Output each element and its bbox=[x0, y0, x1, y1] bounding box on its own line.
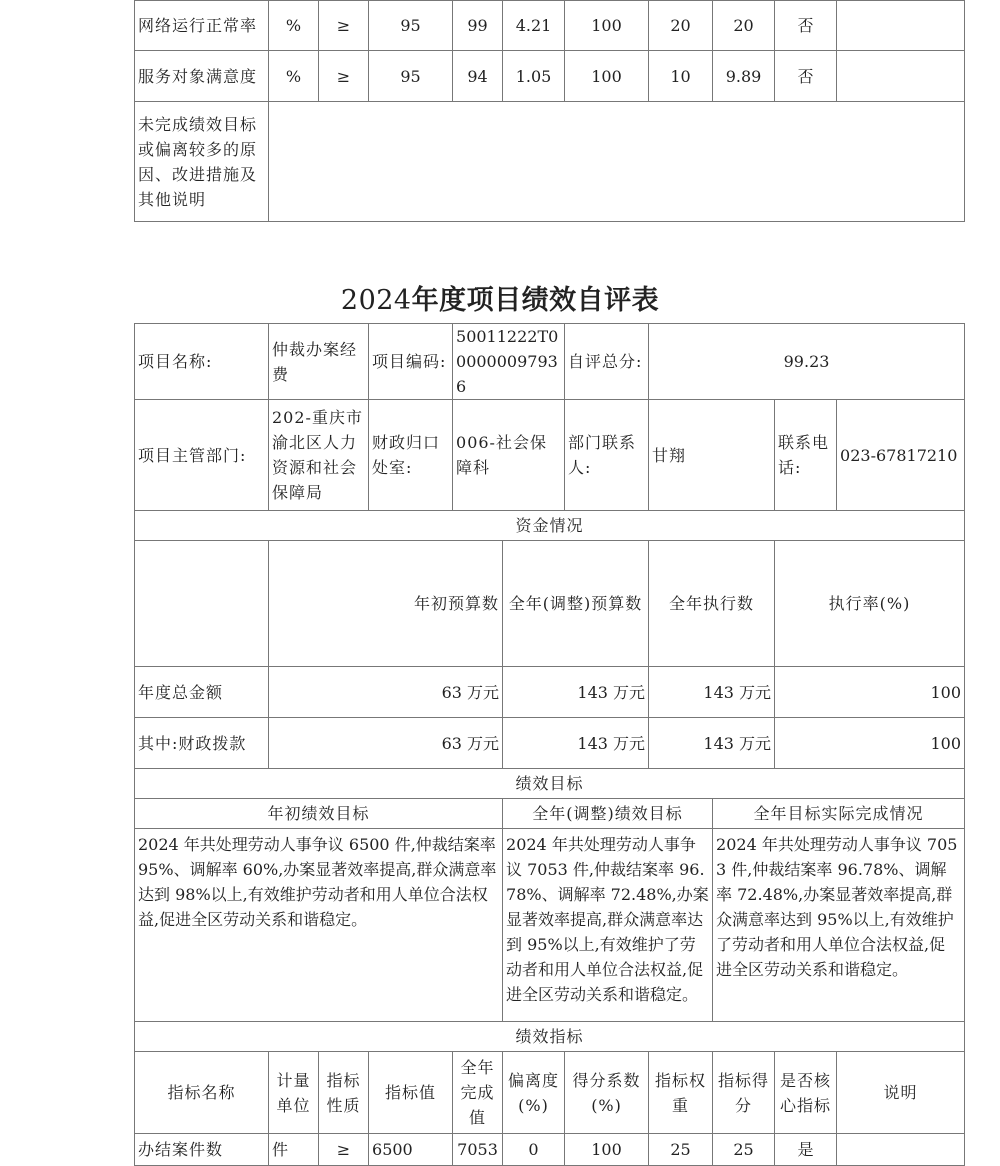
table-row bbox=[135, 718, 965, 769]
page-title bbox=[0, 278, 1000, 317]
phone-value: 023-67817210 bbox=[837, 400, 965, 511]
indicator-done: 99 bbox=[453, 1, 503, 51]
goals-content-row bbox=[135, 829, 965, 1022]
indicator-weight: 20 bbox=[649, 1, 713, 51]
indicator-core: 否 bbox=[775, 51, 837, 102]
indicator-unit: 件 bbox=[269, 1134, 319, 1166]
ind-header-target: 指标值 bbox=[369, 1052, 453, 1134]
indicator-score: 25 bbox=[713, 1134, 775, 1166]
indicator-nature: ≥ bbox=[319, 1, 369, 51]
indicator-score: 20 bbox=[713, 1, 775, 51]
funds-header-row bbox=[135, 541, 965, 667]
indicator-core: 否 bbox=[775, 1, 837, 51]
contact-label: 部门联系人: bbox=[565, 400, 649, 511]
indicator-name: 办结案件数 bbox=[135, 1134, 269, 1166]
title-year: 2024 bbox=[340, 285, 412, 316]
funds-row-label: 年度总金额 bbox=[135, 667, 269, 718]
section-header bbox=[135, 769, 965, 799]
table-row bbox=[135, 1, 965, 51]
indicator-note bbox=[837, 51, 965, 102]
score-label: 自评总分: bbox=[565, 324, 649, 400]
dept-label: 项目主管部门: bbox=[135, 400, 269, 511]
funds-budget: 63 万元 bbox=[269, 718, 503, 769]
explain-value bbox=[269, 102, 965, 222]
explain-label: 未完成绩效目标或偏离较多的原因、改进措施及其他说明 bbox=[135, 102, 269, 222]
explain-row bbox=[135, 102, 965, 222]
indicator-coef: 100 bbox=[565, 1, 649, 51]
funds-executed: 143 万元 bbox=[649, 718, 775, 769]
project-info-row bbox=[135, 324, 965, 400]
indicators-header-row bbox=[135, 1052, 965, 1134]
table-row bbox=[135, 51, 965, 102]
table-row bbox=[135, 667, 965, 718]
funds-rate: 100 bbox=[775, 667, 965, 718]
funds-header-adjusted: 全年(调整)预算数 bbox=[503, 541, 649, 667]
ind-header-coef: 得分系数(%) bbox=[565, 1052, 649, 1134]
table-row bbox=[135, 1134, 965, 1166]
goals-header-actual: 全年目标实际完成情况 bbox=[713, 799, 965, 829]
indicator-nature: ≥ bbox=[319, 1134, 369, 1166]
title-text: 年度项目绩效自评表 bbox=[411, 285, 660, 316]
ind-header-core: 是否核心指标 bbox=[775, 1052, 837, 1134]
indicator-done: 94 bbox=[453, 51, 503, 102]
indicator-target: 6500 bbox=[369, 1134, 453, 1166]
indicator-name: 服务对象满意度 bbox=[135, 51, 269, 102]
section-header bbox=[135, 1022, 965, 1052]
indicator-coef: 100 bbox=[565, 51, 649, 102]
indicator-deviation: 0 bbox=[503, 1134, 565, 1166]
ind-header-score: 指标得分 bbox=[713, 1052, 775, 1134]
project-name: 仲裁办案经费 bbox=[269, 324, 369, 400]
indicator-note bbox=[837, 1134, 965, 1166]
phone-label: 联系电话: bbox=[775, 400, 837, 511]
indicator-done: 7053 bbox=[453, 1134, 503, 1166]
project-dept-row bbox=[135, 400, 965, 511]
ind-header-note: 说明 bbox=[837, 1052, 965, 1134]
project-evaluation-table bbox=[134, 323, 965, 1166]
goals-header-row bbox=[135, 799, 965, 829]
funds-header-rate: 执行率(%) bbox=[775, 541, 965, 667]
ind-header-done: 全年完成值 bbox=[453, 1052, 503, 1134]
indicator-target: 95 bbox=[369, 51, 453, 102]
funds-header-blank bbox=[135, 541, 269, 667]
section-header bbox=[135, 511, 965, 541]
funds-adjusted: 143 万元 bbox=[503, 667, 649, 718]
finance-value: 006-社会保障科 bbox=[453, 400, 565, 511]
contact-value: 甘翔 bbox=[649, 400, 775, 511]
ind-header-weight: 指标权重 bbox=[649, 1052, 713, 1134]
goal-adjusted: 2024 年共处理劳动人事争议 7053 件,仲裁结案率 96.78%、调解率 72.48%,办案显著效率提高,群众满意率达到 95%以上,有效维护了劳动者和用人单位合法权益,促进全区劳动关系和谐稳定。 bbox=[503, 829, 713, 1022]
goal-initial: 2024 年共处理劳动人事争议 6500 件,仲裁结案率 95%、调解率 60%,办案显著效率提高,群众满意率达到 98%以上,有效维护劳动者和用人单位合法权益,促进全区劳动关系和谐稳定。 bbox=[135, 829, 503, 1022]
indicator-weight: 25 bbox=[649, 1134, 713, 1166]
indicator-target: 95 bbox=[369, 1, 453, 51]
indicator-unit: % bbox=[269, 1, 319, 51]
project-code: 50011222T000000097936 bbox=[453, 324, 565, 400]
funds-executed: 143 万元 bbox=[649, 667, 775, 718]
finance-label: 财政归口处室: bbox=[369, 400, 453, 511]
indicator-score: 9.89 bbox=[713, 51, 775, 102]
indicator-nature: ≥ bbox=[319, 51, 369, 102]
goal-actual: 2024 年共处理劳动人事争议 7053 件,仲裁结案率 96.78%、调解率 72.48%,办案显著效率提高,群众满意率达到 95%以上,有效维护了劳动者和用人单位合法权益,促进全区劳动关系和谐稳定。 bbox=[713, 829, 965, 1022]
ind-header-deviation: 偏离度(%) bbox=[503, 1052, 565, 1134]
ind-header-name: 指标名称 bbox=[135, 1052, 269, 1134]
indicator-coef: 100 bbox=[565, 1134, 649, 1166]
project-name-label: 项目名称: bbox=[135, 324, 269, 400]
funds-header-executed: 全年执行数 bbox=[649, 541, 775, 667]
funds-section-title: 资金情况 bbox=[135, 511, 965, 541]
goals-header-initial: 年初绩效目标 bbox=[135, 799, 503, 829]
funds-rate: 100 bbox=[775, 718, 965, 769]
previous-indicator-table bbox=[134, 0, 965, 222]
funds-budget: 63 万元 bbox=[269, 667, 503, 718]
ind-header-unit: 计量单位 bbox=[269, 1052, 319, 1134]
dept-value: 202-重庆市渝北区人力资源和社会保障局 bbox=[269, 400, 369, 511]
indicator-note bbox=[837, 1, 965, 51]
total-score: 99.23 bbox=[649, 324, 965, 400]
indicator-unit: % bbox=[269, 51, 319, 102]
indicators-section-title: 绩效指标 bbox=[135, 1022, 965, 1052]
funds-header-budget: 年初预算数 bbox=[269, 541, 503, 667]
project-code-label: 项目编码: bbox=[369, 324, 453, 400]
goals-section-title: 绩效目标 bbox=[135, 769, 965, 799]
funds-adjusted: 143 万元 bbox=[503, 718, 649, 769]
goals-header-adjusted: 全年(调整)绩效目标 bbox=[503, 799, 713, 829]
funds-row-label: 其中:财政拨款 bbox=[135, 718, 269, 769]
indicator-weight: 10 bbox=[649, 51, 713, 102]
indicator-deviation: 4.21 bbox=[503, 1, 565, 51]
indicator-core: 是 bbox=[775, 1134, 837, 1166]
ind-header-nature: 指标性质 bbox=[319, 1052, 369, 1134]
indicator-deviation: 1.05 bbox=[503, 51, 565, 102]
indicator-name: 网络运行正常率 bbox=[135, 1, 269, 51]
